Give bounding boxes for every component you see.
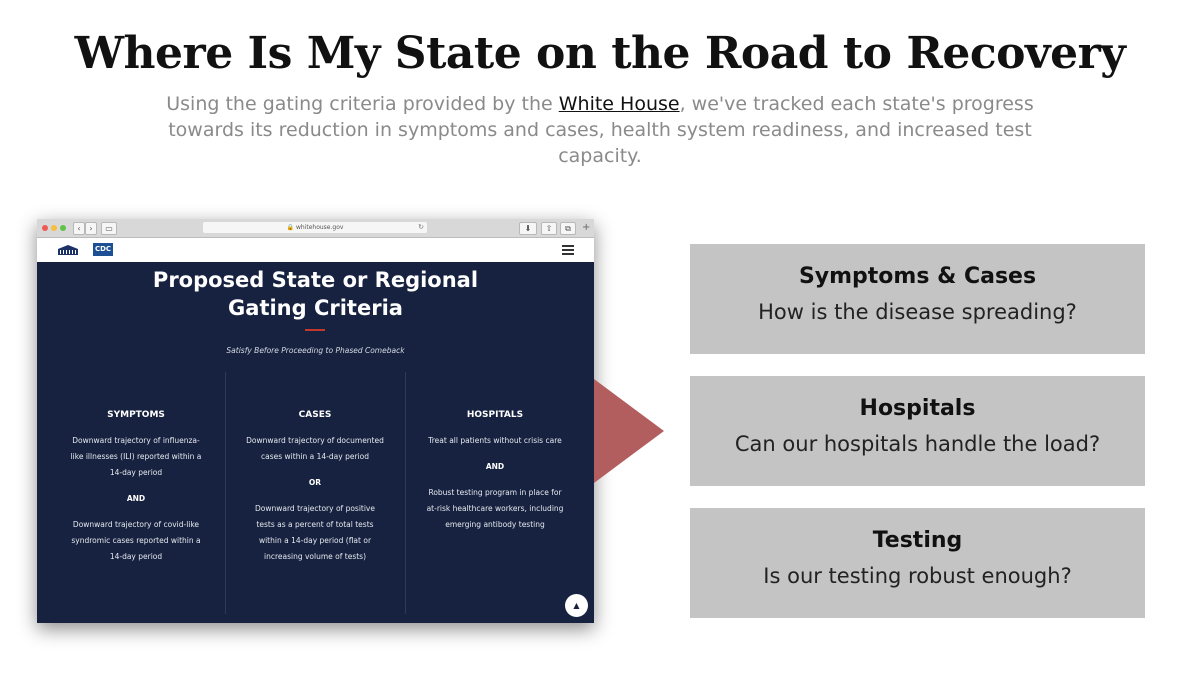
page-title: Where Is My State on the Road to Recovery: [74, 28, 1126, 79]
gating-criteria-subtitle: Satisfy Before Proceeding to Phased Comeback: [226, 346, 405, 355]
scroll-to-top-icon[interactable]: ▲: [565, 594, 588, 617]
minimize-window-button[interactable]: [51, 225, 57, 231]
card-question: Is our testing robust enough?: [763, 564, 1072, 588]
column-heading: HOSPITALS: [466, 410, 524, 420]
hospitals-column: [425, 407, 565, 533]
page-subtitle: [130, 91, 1070, 169]
column-divider: [405, 372, 406, 614]
column-criterion: Downward trajectory of influenza-like illnesses (ILI) reported within a 14-day period: [70, 436, 202, 477]
new-tab-icon[interactable]: +: [582, 222, 591, 233]
subtitle-text-before: Using the gating criteria provided by the: [166, 93, 559, 115]
address-url: whitehouse.gov: [295, 224, 344, 231]
cases-column: [245, 407, 385, 565]
gating-criteria-section: [37, 262, 594, 623]
gating-title-line2: Gating Criteria: [228, 296, 403, 320]
close-window-button[interactable]: [42, 225, 48, 231]
card-hospitals: [690, 376, 1145, 486]
share-icon[interactable]: ⇧: [541, 222, 557, 235]
card-question: Can our hospitals handle the load?: [734, 432, 1101, 456]
card-title: Symptoms & Cases: [798, 264, 1037, 289]
column-criterion: Treat all patients without crisis care: [428, 436, 562, 445]
column-connector: OR: [308, 478, 322, 487]
reload-icon[interactable]: ↻: [418, 223, 424, 231]
address-bar[interactable]: [203, 222, 427, 233]
card-symptoms-cases: [690, 244, 1145, 354]
gating-criteria-title: [37, 266, 594, 322]
card-testing: [690, 508, 1145, 618]
column-heading: SYMPTOMS: [107, 410, 165, 420]
gating-title-line1: Proposed State or Regional: [152, 268, 479, 292]
white-house-link[interactable]: White House: [558, 93, 680, 115]
symptoms-column: [66, 407, 206, 565]
subtitle-text-after: , we've tracked each state's progress towards its reduction in symptoms and cases, health system readiness, and increased test capacity.: [168, 93, 1034, 167]
column-connector: AND: [485, 462, 505, 471]
white-house-logo-icon[interactable]: [55, 244, 81, 256]
card-question: How is the disease spreading?: [758, 300, 1077, 324]
forward-icon[interactable]: ›: [85, 222, 97, 235]
tabs-icon[interactable]: ⧉: [560, 222, 576, 235]
site-header: [37, 238, 594, 262]
column-criterion: Downward trajectory of documented cases within a 14-day period: [246, 436, 384, 461]
title-divider: [305, 329, 325, 331]
column-criterion: Robust testing program in place for at-risk healthcare workers, including emerging antibody testing: [426, 488, 564, 529]
column-criterion: Downward trajectory of positive tests as a percent of total tests within a 14-day period (flat or increasing volume of tests): [255, 504, 375, 561]
back-icon[interactable]: ‹: [73, 222, 85, 235]
hamburger-menu-icon[interactable]: [562, 245, 574, 257]
maximize-window-button[interactable]: [60, 225, 66, 231]
sidebar-icon[interactable]: ▭: [101, 222, 117, 235]
browser-screenshot: [37, 219, 594, 623]
cdc-logo[interactable]: CDC: [93, 243, 113, 256]
card-title: Hospitals: [859, 396, 976, 421]
right-arrow-icon: [594, 379, 664, 483]
browser-toolbar: [37, 219, 594, 238]
card-title: Testing: [872, 528, 963, 553]
download-icon[interactable]: ⬇: [519, 222, 537, 235]
column-heading: CASES: [298, 410, 332, 420]
lock-icon: 🔒: [286, 224, 295, 231]
column-divider: [225, 372, 226, 614]
column-connector: AND: [126, 494, 146, 503]
column-criterion: Downward trajectory of covid-like syndromic cases reported within a 14-day period: [71, 520, 201, 561]
